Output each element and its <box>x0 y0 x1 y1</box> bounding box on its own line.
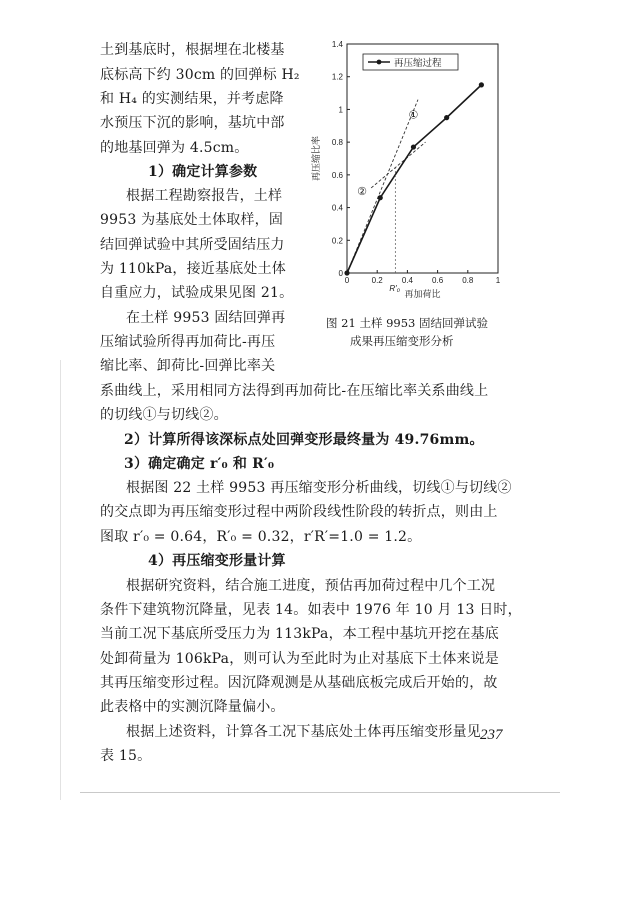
text-line: 在土样 9953 固结回弹再 <box>126 310 286 326</box>
tangent-label: ② <box>357 186 368 199</box>
text-line: 自重应力，试验成果见图 21。 <box>100 285 294 301</box>
text-line: 此表格中的实测沉降量偏小。 <box>100 699 285 715</box>
x-tick-label: 0.8 <box>462 276 474 285</box>
text-line: 表 15。 <box>100 748 152 764</box>
text-line: 条件下建筑物沉降量，见表 14。如表中 1976 年 10 月 13 日时， <box>100 602 522 618</box>
y-tick-label: 1.4 <box>331 40 343 49</box>
text-line: 系曲线上，采用相同方法得到再加荷比-在压缩比率关系曲线上 <box>100 383 489 399</box>
page-number: 237 <box>480 727 503 743</box>
x-tick-label: 0 <box>344 276 350 285</box>
text-line: 根据研究资料，结合施工进度，预估再加荷过程中几个工况 <box>126 578 496 594</box>
plot-frame <box>347 44 498 273</box>
section-heading-3: 3）确定确定 r′₀ 和 R′₀ <box>124 456 275 472</box>
text-line: 和 H₄ 的实测结果，并考虑降 <box>100 91 284 107</box>
text-line: 9953 为基底处土体取样，固 <box>100 212 284 228</box>
figure-caption: 图 21 土样 9953 固结回弹试验 <box>326 316 489 330</box>
y-tick-label: 0 <box>338 269 343 278</box>
section-heading-4: 4）再压缩变形量计算 <box>148 553 286 569</box>
figure-21-chart <box>300 30 515 305</box>
y-tick-label: 1 <box>338 105 343 115</box>
x-tick-label: 0.2 <box>371 276 383 285</box>
text-line: 为 110kPa，接近基底处土体 <box>100 261 286 277</box>
y-tick-label: 0.4 <box>331 203 343 213</box>
text-line: 根据工程勘察报告，土样 <box>126 188 283 204</box>
text-line: 土到基底时，根据埋在北楼基 <box>100 42 285 58</box>
text-line: 图取 r′₀ = 0.64，R′₀ = 0.32，r′R′=1.0 = 1.2。 <box>100 529 422 545</box>
text-line: 的切线①与切线②。 <box>100 407 228 423</box>
text-line: 的交点即为再压缩变形过程中两阶段线性阶段的转折点，则由上 <box>100 504 498 520</box>
text-line: 根据图 22 土样 9953 再压缩变形分析曲线，切线①与切线② <box>126 480 512 496</box>
text-line: 处卸荷量为 106kPa，则可认为至此时为止对基底下土体来说是 <box>100 651 499 667</box>
text-line: 的地基回弹为 4.5cm。 <box>100 140 249 156</box>
y-tick-label: 1.2 <box>331 72 343 82</box>
x-axis-label: 再加荷比 <box>404 289 441 299</box>
text-line: 缩比率、卸荷比-回弹比率关 <box>100 358 276 374</box>
figure-caption: 成果再压缩变形分析 <box>350 334 454 348</box>
y-tick-label: 0.6 <box>331 170 343 180</box>
r0-label: R′₀ <box>389 284 400 293</box>
x-tick-label: 0.6 <box>432 276 444 285</box>
x-tick-label: 0.4 <box>401 276 413 285</box>
text-line: 其再压缩变形过程。因沉降观测是从基础底板完成后开始的，故 <box>100 675 498 691</box>
y-tick-label: 0.8 <box>331 138 343 148</box>
y-axis-label: 再压缩比率 <box>311 135 321 182</box>
y-tick-label: 0.2 <box>331 236 343 246</box>
text-line: 当前工况下基底所受压力为 113kPa，本工程中基坑开挖在基底 <box>100 626 499 642</box>
legend-label: 再压缩过程 <box>394 58 442 69</box>
scan-margin-line <box>60 360 61 800</box>
legend-marker <box>377 60 382 65</box>
data-point <box>479 82 484 87</box>
tangent-label: ① <box>408 109 419 122</box>
text-line: 底标高下约 30cm 的回弹标 H₂ <box>100 67 300 83</box>
data-point <box>378 195 383 200</box>
data-point <box>411 144 416 149</box>
text-line: 结回弹试验中其所受固结压力 <box>100 237 285 253</box>
tangent-line <box>371 142 425 188</box>
data-point <box>344 270 349 275</box>
scan-artifact-line <box>80 792 560 793</box>
text-line: 水预压下沉的影响，基坑中部 <box>100 115 285 131</box>
text-line: 根据上述资料，计算各工况下基底处土体再压缩变形量见 <box>126 724 481 740</box>
section-heading-2: 2）计算所得该深标点处回弹变形最终量为 49.76mm。 <box>124 432 484 448</box>
x-tick-label: 1 <box>495 276 501 285</box>
text-line: 压缩试验所得再加荷比-再压 <box>100 334 276 350</box>
data-point <box>444 115 449 120</box>
section-heading-1: 1）确定计算参数 <box>148 164 258 180</box>
